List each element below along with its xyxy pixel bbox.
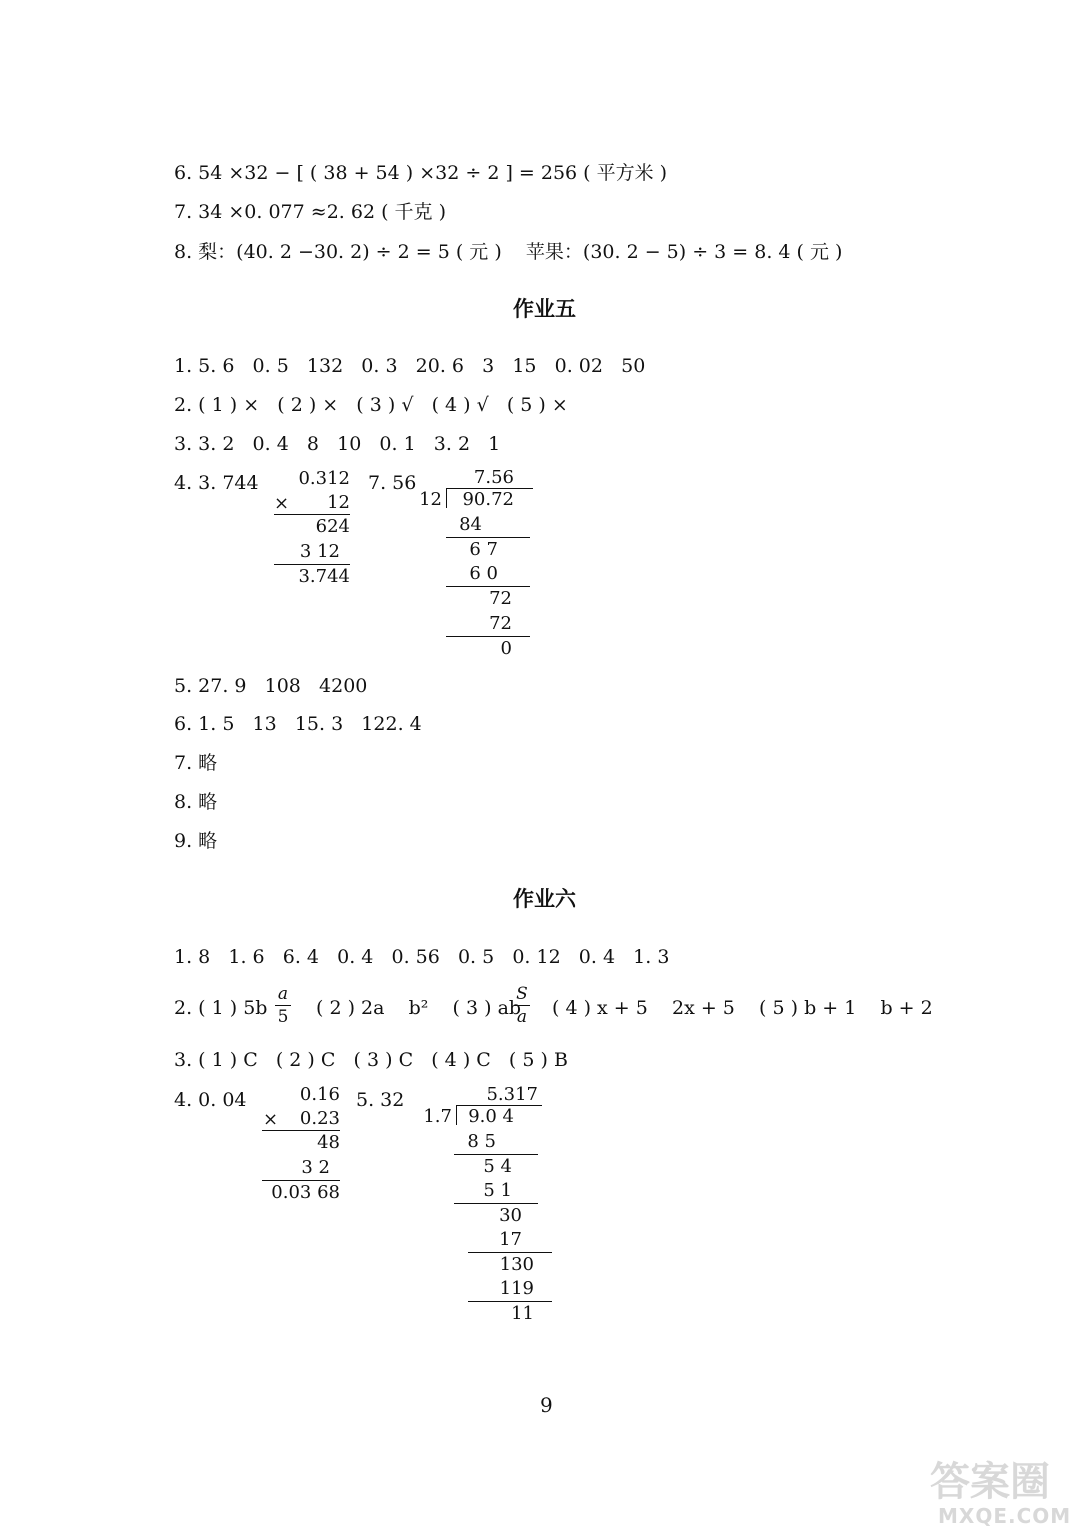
hw5-line-8: 8. 略 (174, 791, 218, 813)
division-step: 72 (489, 588, 512, 609)
division-rule (446, 586, 530, 587)
watermark-logo: 答案圈 (930, 1459, 1050, 1505)
division-step: 6 7 (469, 539, 498, 560)
hw5-line-3: 3. 3. 2 0. 4 8 10 0. 1 3. 2 1 (174, 433, 501, 455)
hw6-line-2-part-2: ( 2 ) 2a b² ( 3 ) ab (316, 997, 522, 1019)
mult-multiplier: 12 (327, 492, 350, 513)
division-rule (454, 1203, 538, 1204)
mult-rule (262, 1180, 340, 1181)
mult-partial-2: 3 2 (301, 1157, 330, 1178)
mult-rule (274, 564, 350, 565)
hw6-line-4-label-2: 5. 32 (356, 1089, 405, 1111)
mult-result: 3.744 (298, 566, 350, 587)
division-bracket (456, 1105, 457, 1125)
mult-partial-1: 624 (315, 516, 350, 537)
division-step: 5 4 (483, 1156, 512, 1177)
hw6-line-3: 3. ( 1 ) C ( 2 ) C ( 3 ) C ( 4 ) C ( 5 ) B (174, 1049, 568, 1071)
hw5-line-7: 7. 略 (174, 752, 218, 774)
division-step: 72 (489, 613, 512, 634)
fraction-a-over-5 (273, 984, 293, 1027)
division-rule (468, 1301, 552, 1302)
section-title-hw5: 作业五 (513, 297, 576, 321)
division-quotient: 5.317 (486, 1084, 538, 1105)
mult-partial-1: 48 (317, 1132, 340, 1153)
answer-line-7: 7. 34 ×0. 077 ≈2. 62 ( 千克 ) (174, 201, 446, 223)
fraction-numerator: S (516, 984, 528, 1004)
division-step: 17 (499, 1229, 522, 1250)
division-rule (446, 636, 530, 637)
hw6-line-2-part-3: ( 4 ) x + 5 2x + 5 ( 5 ) b + 1 b + 2 (552, 997, 933, 1019)
answer-line-8: 8. 梨：(40. 2 −30. 2) ÷ 2 = 5 ( 元 ) 苹果：(30. 2 − 5) ÷ 3 = 8. 4 ( 元 ) (174, 241, 843, 263)
fraction-denominator: 5 (277, 1007, 289, 1027)
hw5-line-5: 5. 27. 9 108 4200 (174, 675, 368, 697)
division-rule (446, 537, 530, 538)
division-quotient: 7.56 (473, 467, 514, 488)
hw5-line-6: 6. 1. 5 13 15. 3 122. 4 (174, 713, 422, 735)
mult-multiplicand: 0.312 (298, 468, 350, 489)
hw6-line-2-part-1: 2. ( 1 ) 5b (174, 997, 268, 1019)
mult-result: 0.03 68 (271, 1182, 340, 1203)
division-step: 84 (459, 514, 482, 535)
hw6-line-4-label: 4. 0. 04 (174, 1089, 247, 1111)
fraction-denominator: a (516, 1007, 528, 1027)
page-number: 9 (540, 1393, 553, 1417)
division-remainder: 11 (511, 1303, 534, 1324)
section-title-hw6: 作业六 (513, 887, 576, 911)
division-step: 5 1 (483, 1180, 512, 1201)
mult-sign: × (263, 1109, 279, 1130)
division-bracket (446, 488, 447, 508)
division-dividend: 90.72 (462, 489, 514, 510)
division-dividend: 9.0 4 (468, 1106, 514, 1127)
mult-rule (262, 1130, 340, 1131)
answer-line-6: 6. 54 ×32 − [ ( 38 + 54 ) ×32 ÷ 2 ] = 256 ( 平方米 ) (174, 162, 668, 184)
hw6-line-1: 1. 8 1. 6 6. 4 0. 4 0. 56 0. 5 0. 12 0. 4 1. 3 (174, 946, 670, 968)
fraction-numerator: a (277, 984, 289, 1004)
division-rule (454, 1154, 538, 1155)
hw5-line-9: 9. 略 (174, 830, 218, 852)
division-remainder: 0 (500, 638, 512, 659)
division-step: 130 (499, 1254, 534, 1275)
division-step: 119 (499, 1278, 534, 1299)
hw5-line-1: 1. 5. 6 0. 5 132 0. 3 20. 6 3 15 0. 02 50 (174, 355, 646, 377)
mult-sign: × (274, 493, 290, 514)
hw5-line-4-label: 4. 3. 744 (174, 472, 259, 494)
mult-partial-2: 3 12 (299, 541, 340, 562)
fraction-s-over-a (512, 984, 532, 1027)
division-step: 8 5 (467, 1131, 496, 1152)
mult-multiplier: 0.23 (299, 1108, 340, 1129)
division-divisor: 1.7 (423, 1106, 452, 1127)
division-divisor: 12 (419, 489, 442, 510)
hw5-line-4-label-2: 7. 56 (368, 472, 417, 494)
division-step: 6 0 (469, 563, 498, 584)
division-step: 30 (499, 1205, 522, 1226)
watermark-url: MXQE.COM (938, 1504, 1072, 1528)
mult-multiplicand: 0.16 (299, 1084, 340, 1105)
hw5-line-2: 2. ( 1 ) × ( 2 ) × ( 3 ) √ ( 4 ) √ ( 5 ) × (174, 394, 568, 416)
division-rule (468, 1252, 552, 1253)
mult-rule (274, 514, 350, 515)
